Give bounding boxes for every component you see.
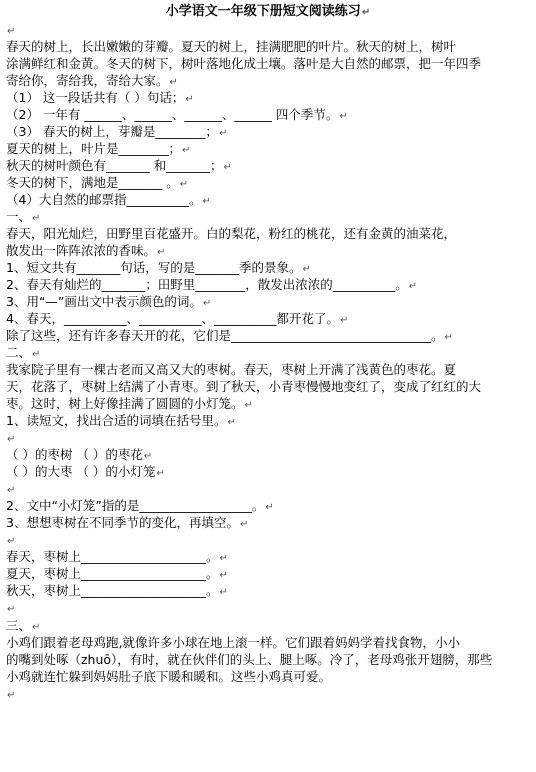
paragraph-mark-icon: ↵ xyxy=(219,570,228,581)
paragraph-mark-icon: ↵ xyxy=(239,519,249,530)
question-line-text: 春天，枣树上____________________。 xyxy=(6,549,219,564)
question-line xyxy=(6,566,530,582)
question-line xyxy=(6,90,530,106)
passage-line xyxy=(6,39,530,55)
question-line-text: （4）大自然的邮票指__________。 xyxy=(6,192,202,207)
paragraph-mark-icon: ↵ xyxy=(143,451,153,462)
question-line-text: 2、文中“小灯笼”指的是__________________。 xyxy=(6,498,265,513)
question-line xyxy=(6,141,530,157)
passage-line xyxy=(6,362,530,378)
paragraph-mark-icon: ↵ xyxy=(361,7,371,18)
question-line xyxy=(6,498,530,514)
empty-line xyxy=(6,22,530,38)
section-heading xyxy=(6,618,530,634)
paragraph-mark-icon: ↵ xyxy=(339,111,348,122)
question-line xyxy=(6,158,530,174)
paragraph-mark-icon: ↵ xyxy=(157,247,166,258)
passage-line xyxy=(6,652,530,668)
question-line-text: 3、想想枣树在不同季节的变化，再填空。 xyxy=(6,515,239,530)
passage-line-text: 小鸡就连忙躲到妈妈肚子底下暖和暖和。这些小鸡真可爱。 xyxy=(6,669,332,684)
passage-line xyxy=(6,243,530,259)
question-line-text: 冬天的树下，满地是_______ 。 xyxy=(6,175,179,190)
passage-line-text: 天，花落了，枣树上结满了小青枣。到了秋天，小青枣慢慢地变红了，变成了红红的大 xyxy=(6,379,482,394)
paragraph-mark-icon: ↵ xyxy=(7,604,16,615)
paragraph-mark-icon: ↵ xyxy=(219,587,228,598)
passage-line xyxy=(6,396,530,412)
passage-line-text: 春天的树上，长出嫩嫩的芽瓣。夏天的树上，挂满肥肥的叶片。秋天的树上，树叶 xyxy=(6,39,457,54)
question-line-text: （3） 春天的树上，芽瓣是________； xyxy=(6,124,218,139)
paragraph-mark-icon: ↵ xyxy=(7,26,16,37)
passage-line-text: 寄给你，寄给我，寄给大家。 xyxy=(6,73,169,88)
question-line xyxy=(6,260,530,276)
paragraph-mark-icon: ↵ xyxy=(302,264,311,275)
paragraph-mark-icon: ↵ xyxy=(244,400,253,411)
passage-line xyxy=(6,379,530,395)
question-line-text: 1、读短文，找出合适的词填在括号里。 xyxy=(6,413,227,428)
passage-line xyxy=(6,686,530,702)
paragraph-mark-icon: ↵ xyxy=(218,128,228,139)
paragraph-mark-icon: ↵ xyxy=(227,417,236,428)
question-line xyxy=(6,464,530,480)
question-line-text: 1、短文共有_______句话，写的是_______季的景象。 xyxy=(6,260,302,275)
paragraph-mark-icon: ↵ xyxy=(444,332,453,343)
page-title xyxy=(0,4,536,20)
passage-line-text: 枣。这时，树上好像挂满了圆圆的小灯笼。 xyxy=(6,396,244,411)
passage-line-text: 涂满鲜红和金黄。冬天的树下，树叶落地化成土壤。落叶是大自然的邮票，把一年四季 xyxy=(6,56,482,71)
section-heading-text: 一、 xyxy=(6,209,32,224)
question-line xyxy=(6,175,530,191)
passage-line-text: 春天，阳光灿烂，田野里百花盛开。白的梨花，粉红的桃花，还有金黄的油菜花， xyxy=(6,226,457,241)
question-line xyxy=(6,515,530,531)
question-line xyxy=(6,107,530,123)
question-line xyxy=(6,192,530,208)
section-heading xyxy=(6,345,530,361)
question-line xyxy=(6,549,530,565)
paragraph-mark-icon: ↵ xyxy=(169,77,178,88)
paragraph-mark-icon: ↵ xyxy=(185,94,194,105)
passage-line xyxy=(6,669,530,685)
paragraph-mark-icon: ↵ xyxy=(156,468,165,479)
empty-line xyxy=(6,600,530,616)
section-heading-text: 三、 xyxy=(6,618,32,633)
paragraph-mark-icon: ↵ xyxy=(339,315,349,326)
paragraph-mark-icon: ↵ xyxy=(7,434,16,445)
question-line-text: 夏天，枣树上____________________。 xyxy=(6,566,219,581)
paragraph-mark-icon: ↵ xyxy=(32,349,41,360)
passage-line-text: 的嘴到处啄（zhuō），有时，就在伙伴们的头上、腿上啄。冷了，老母鸡张开翅膀，那些 xyxy=(6,652,493,667)
question-line-text: 2、春天有灿烂的_______；田野里________，散发出浓浓的__________。 xyxy=(6,277,408,292)
paragraph-mark-icon: ↵ xyxy=(179,179,189,190)
passage-line xyxy=(6,73,530,89)
empty-line xyxy=(6,532,530,548)
question-line-text: 夏天的树上，叶片是________； xyxy=(6,141,182,156)
section-heading-text: 二、 xyxy=(6,345,32,360)
passage-line-text: 小鸡们跟着老母鸡跑,就像许多小球在地上滚一样。它们跟着妈妈学着找食物，小小 xyxy=(6,635,460,650)
question-line xyxy=(6,277,530,293)
question-line-text: 4、春天，__________、__________、__________都开花了。 xyxy=(6,311,339,326)
page-title-text: 小学语文一年级下册短文阅读练习 xyxy=(165,4,361,19)
question-line-text: 秋天，枣树上____________________。 xyxy=(6,583,219,598)
paragraph-mark-icon: ↵ xyxy=(202,196,211,207)
paragraph-mark-icon: ↵ xyxy=(223,162,232,173)
passage-line xyxy=(6,226,530,242)
paragraph-mark-icon: ↵ xyxy=(202,298,212,309)
passage-line xyxy=(6,635,530,651)
question-line xyxy=(6,413,530,429)
question-line-text: （ ）的大枣 （ ）的小灯笼 xyxy=(6,464,156,479)
empty-line xyxy=(6,481,530,497)
question-line-text: （1） 这一段话共有（ ）句话； xyxy=(6,90,185,105)
paragraph-mark-icon: ↵ xyxy=(7,536,16,547)
paragraph-mark-icon: ↵ xyxy=(7,690,16,701)
paragraph-mark-icon: ↵ xyxy=(408,281,418,292)
question-line-text: 除了这些，还有许多春天开的花，它们是________________________________。 xyxy=(6,328,444,343)
question-line xyxy=(6,294,530,310)
section-heading xyxy=(6,209,530,225)
question-line-text: 3、用“—”画出文中表示颜色的词。 xyxy=(6,294,202,309)
question-line-text: （2） 一年有 ______、______、______、______ 四个季节。 xyxy=(6,107,339,122)
paragraph-mark-icon: ↵ xyxy=(32,213,41,224)
paragraph-mark-icon: ↵ xyxy=(7,485,16,496)
passage-line-text: 我家院子里有一棵古老而又高又大的枣树。春天，枣树上开满了浅黄色的枣花。夏 xyxy=(6,362,457,377)
question-line xyxy=(6,583,530,599)
paragraph-mark-icon: ↵ xyxy=(32,622,41,633)
question-line xyxy=(6,328,530,344)
question-line xyxy=(6,311,530,327)
question-line-text: 秋天的树叶颜色有_______ 和_______； xyxy=(6,158,223,173)
paragraph-mark-icon: ↵ xyxy=(265,502,274,513)
question-line-text: （ ）的枣树 （ ）的枣花 xyxy=(6,447,143,462)
question-line xyxy=(6,124,530,140)
paragraph-mark-icon: ↵ xyxy=(219,553,228,564)
passage-line xyxy=(6,56,530,72)
empty-line xyxy=(6,430,530,446)
question-line xyxy=(6,447,530,463)
paragraph-mark-icon: ↵ xyxy=(182,145,191,156)
passage-line-text: 散发出一阵阵浓浓的香味。 xyxy=(6,243,157,258)
